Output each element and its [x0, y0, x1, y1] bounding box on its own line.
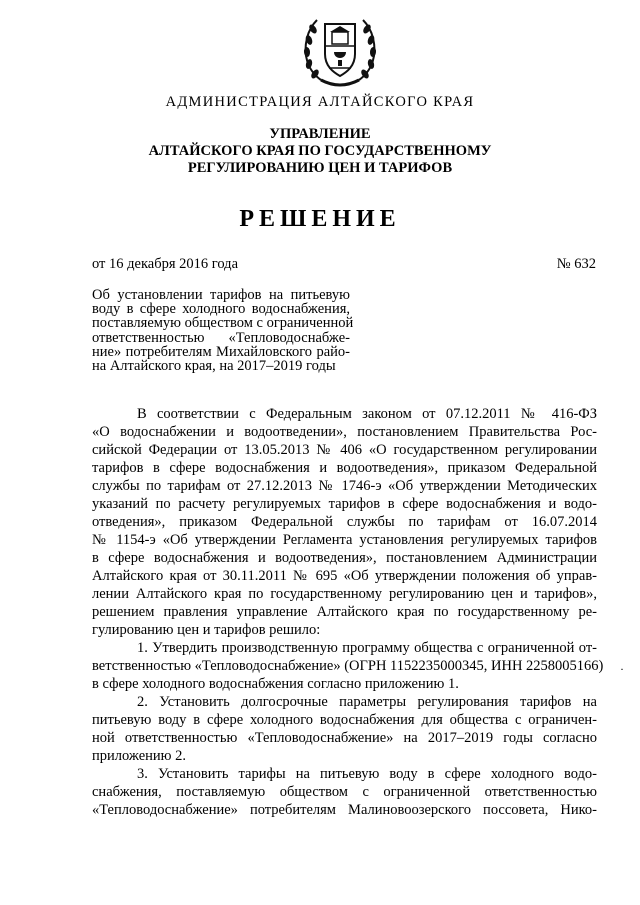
body-line: решением правления управление Алтайского края по государственному ре- — [92, 604, 597, 620]
body-line: Алтайского края от 30.11.2011 № 695 «Об утверждении положения об управ- — [92, 568, 597, 584]
body-line: указаний по расчету регулируемых тарифов в сфере водоснабжения и водо- — [92, 496, 597, 512]
document-type: РЕШЕНИЕ — [239, 206, 401, 232]
body-line: сийской Федерации от 13.05.2013 № 406 «О государственном регулировании — [92, 442, 597, 458]
document-subject — [92, 287, 354, 375]
subject-line: Об установлении тарифов на питьевую — [92, 287, 350, 303]
subject-line: воду в сфере холодного водоснабжения, — [92, 301, 350, 318]
body-line: 2. Установить долгосрочные параметры регулирования тарифов на — [137, 694, 597, 710]
document-body — [92, 405, 604, 819]
body-line: № 1154-э «Об утверждении Регламента установления регулируемых тарифов — [92, 532, 597, 548]
subject-line: поставляемую обществом с ограниченной — [92, 315, 354, 332]
department-title — [0, 126, 640, 177]
department-line: РЕГУЛИРОВАНИЮ ЦЕН И ТАРИФОВ — [187, 160, 453, 176]
body-line: отведения», приказом Федеральной службы по тарифам от 16.07.2014 — [92, 514, 597, 530]
body-line: в сфере холодного водоснабжения согласно приложению 1. — [92, 676, 459, 692]
body-line: питьевую воду в сфере холодного водоснабжения для общества с ограничен- — [92, 712, 597, 728]
scan-speck: · — [620, 662, 624, 676]
department-line: АЛТАЙСКОГО КРАЯ ПО ГОСУДАРСТВЕННОМУ — [148, 143, 492, 159]
body-line: В соответствии с Федеральным законом от 07.12.2011 № 416-ФЗ — [137, 406, 597, 422]
body-line: гулированию цен и тарифов решило: — [92, 622, 321, 638]
subject-line: ответственностью «Тепловодоснабже- — [92, 329, 350, 346]
administration-title: АДМИНИСТРАЦИЯ АЛТАЙСКОГО КРАЯ — [165, 94, 475, 110]
subject-line: на Алтайского края, на 2017–2019 годы — [92, 358, 336, 375]
coat-of-arms-icon — [299, 10, 381, 92]
body-line: ной ответственностью «Тепловодоснабжение» на 2017–2019 годы согласно — [92, 730, 597, 746]
department-line: УПРАВЛЕНИЕ — [269, 126, 371, 142]
body-line: приложению 2. — [92, 748, 187, 764]
body-line: лении Алтайского края по государственному регулированию цен и тарифов», — [92, 586, 597, 602]
body-line: тарифов в сфере водоснабжения и водоотведения», приказом Федеральной — [92, 460, 597, 476]
subject-line: ние» потребителям Михайловского райо- — [92, 343, 350, 360]
body-line: «Тепловодоснабжение» потребителям Малиновоозерского поссовета, Нико- — [92, 802, 597, 818]
body-line: снабжения, поставляемую обществом с ограниченной ответственностью — [92, 784, 597, 800]
body-line: 3. Установить тарифы на питьевую воду в сфере холодного водо- — [137, 766, 597, 782]
document-number: № 632 — [556, 256, 596, 272]
body-line: в сфере водоснабжения и водоотведения», постановлением Администрации — [92, 550, 597, 566]
document-date: от 16 декабря 2016 года — [92, 256, 238, 272]
body-line: службы по тарифам от 27.12.2013 № 1746-э «Об утверждении Методических — [92, 478, 597, 494]
body-line: 1. Утвердить производственную программу общества с ограниченной от- — [137, 640, 597, 656]
body-line: «О водоснабжении и водоотведении», постановлением Правительства Рос- — [92, 424, 597, 440]
body-line: ветственностью «Тепловодоснабжение» (ОГРН 1152235000345, ИНН 2258005166) — [92, 658, 604, 674]
